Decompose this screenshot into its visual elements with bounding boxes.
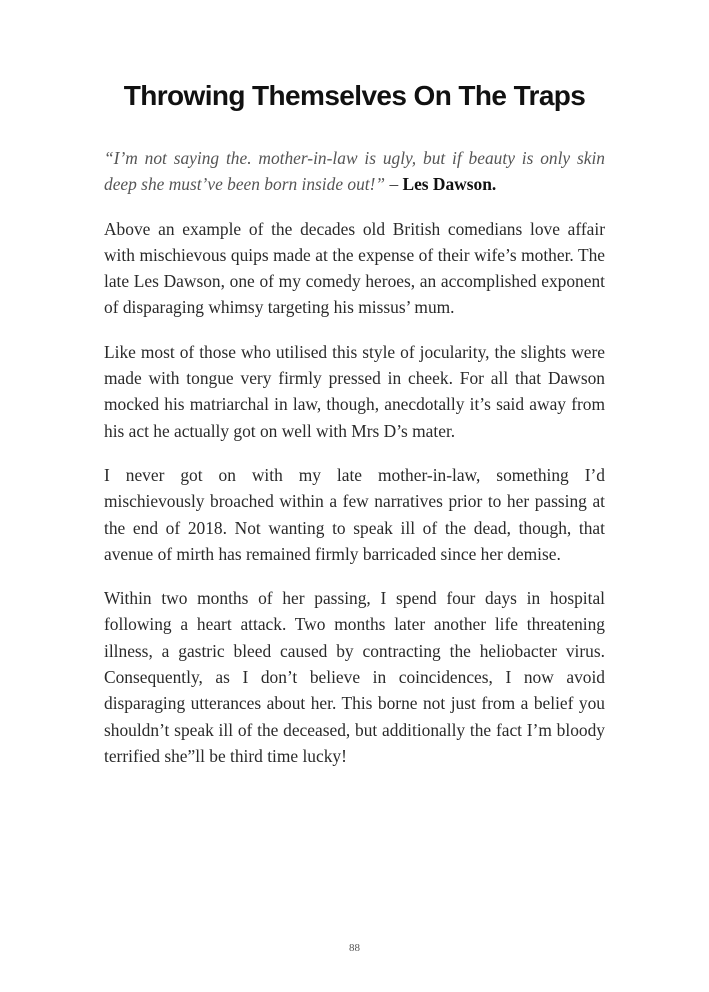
paragraph-2: Like most of those who utilised this style of jocularity, the slights were made with tongue very firmly pressed in cheek. For all that Dawson mocked his matriarchal in law, though, anecdotally it’s said away from his act he actually got on well with Mrs D’s mater.: [104, 341, 605, 441]
quote-author: Les Dawson.: [402, 174, 497, 195]
quote-text: “I’m not saying the. mother-in-law is ugly, but if beauty is only skin deep she must’ve been born inside out!”: [104, 148, 605, 195]
quote-dash: –: [385, 174, 403, 195]
paragraph-4: Within two months of her passing, I spend four days in hospital following a heart attack. Two months later another life threatening illness, a gastric bleed caused by contracting the heliobacter virus. Consequently, as I don’t believe in coincidences, I now avoid disparaging utterances about her. This borne not just from a belief you shouldn’t speak ill of the deceased, but additionally the fact I’m bloody terrified she”ll be third time lucky!: [104, 588, 605, 766]
chapter-title: Throwing Themselves On The Traps: [123, 80, 586, 111]
paragraph-1: Above an example of the decades old British comedians love affair with mischievous quips made at the expense of their wife’s mother. The late Les Dawson, one of my comedy heroes, an accomplished exponent of disparaging whimsy targeting his missus’ mum.: [104, 218, 605, 318]
paragraph-3: I never got on with my late mother-in-law, something I’d mischievously broached within a few narratives prior to her passing at the end of 2018. Not wanting to speak ill of the dead, though, that avenue of mirth has remained firmly barricaded since her demise.: [104, 464, 605, 564]
page-number: 88: [349, 942, 360, 954]
epigraph-quote: [104, 145, 605, 198]
chapter-body: [104, 145, 605, 787]
